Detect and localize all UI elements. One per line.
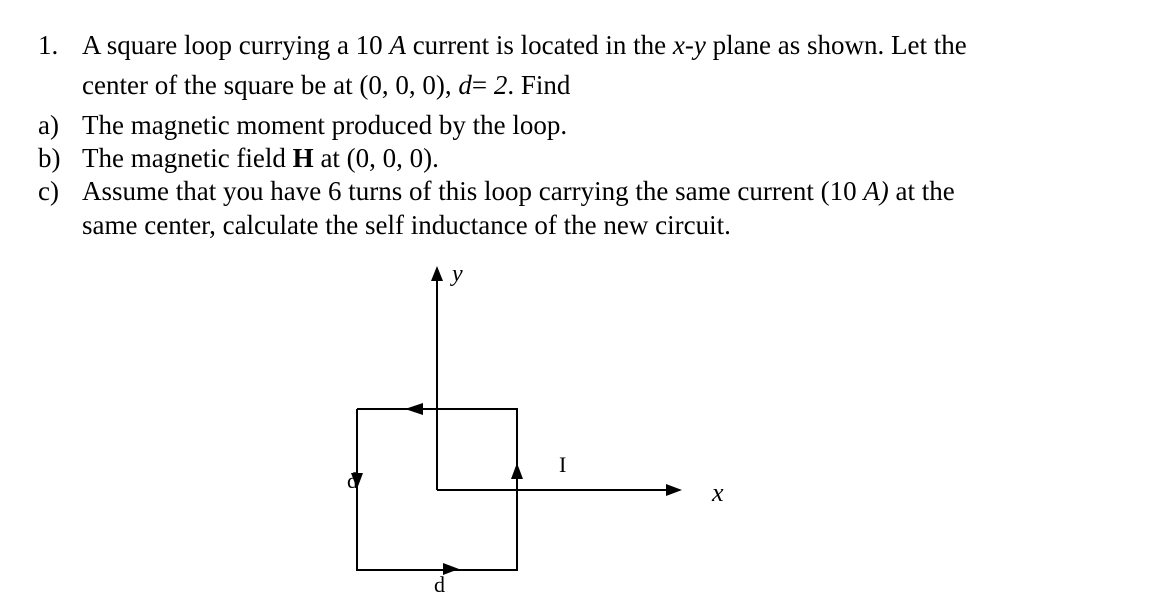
current-arrow-right: [511, 463, 523, 479]
y-axis-arrowhead: [431, 266, 443, 281]
part-b-label: b): [38, 143, 61, 173]
question-number: 1.: [38, 30, 59, 60]
part-c-label: c): [38, 176, 59, 206]
current-arrow-top: [405, 403, 423, 415]
part-c-text-line-1: Assume that you have 6 turns of this loop carrying the same current (10 A) at the: [82, 176, 955, 206]
x-axis-arrowhead: [666, 484, 682, 496]
y-axis-label: y: [452, 261, 463, 287]
part-c-text-line-2: same center, calculate the self inductance of the new circuit.: [82, 210, 731, 240]
current-label: I: [559, 452, 567, 477]
part-a-text: The magnetic moment produced by the loop.: [82, 110, 568, 140]
question-line-1: A square loop currying a 10 A current is located in the x-y plane as shown. Let the: [82, 30, 967, 60]
x-axis-label: x: [712, 478, 724, 507]
side-length-label-bottom: d: [434, 572, 445, 597]
side-length-label-left: d: [347, 468, 358, 493]
part-a-label: a): [38, 110, 59, 140]
question-line-2: center of the square be at (0, 0, 0), d= 2. Find: [82, 70, 571, 100]
current-arrow-bottom: [443, 563, 459, 575]
part-b-text: The magnetic field H at (0, 0, 0).: [82, 143, 439, 173]
